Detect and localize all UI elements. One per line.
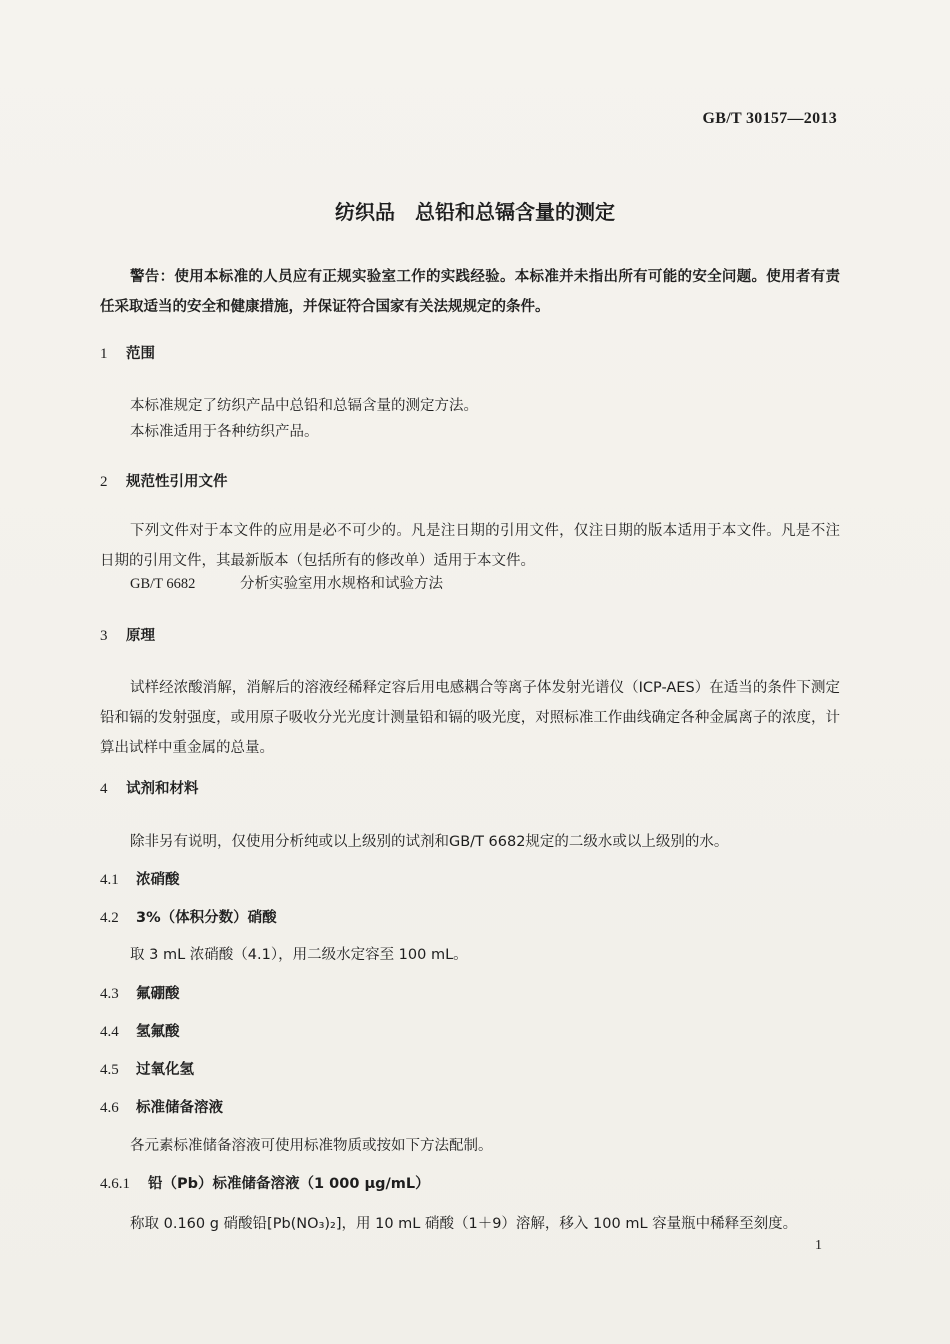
section-heading bbox=[100, 624, 155, 645]
section-heading bbox=[100, 342, 155, 363]
subsection-number: 4.2 bbox=[100, 910, 119, 926]
section-number: 1 bbox=[100, 346, 108, 362]
subsection-number: 4.6 bbox=[100, 1100, 119, 1116]
subsection-number: 4.5 bbox=[100, 1062, 119, 1078]
subsection-number: 4.4 bbox=[100, 1024, 119, 1040]
subsection-number: 4.1 bbox=[100, 872, 119, 888]
section-number: 3 bbox=[100, 628, 108, 644]
subsection-title: 氢氟酸 bbox=[136, 1024, 180, 1040]
subsection-title: 浓硝酸 bbox=[136, 872, 180, 888]
subsection-number: 4.3 bbox=[100, 986, 119, 1002]
page-number: 1 bbox=[815, 1238, 822, 1253]
subsection-title: 过氧化氢 bbox=[136, 1062, 194, 1078]
section-title: 规范性引用文件 bbox=[126, 474, 228, 490]
subsection-title: 标准储备溶液 bbox=[136, 1100, 223, 1116]
subsection-heading bbox=[100, 906, 277, 927]
standard-code: GB/T 30157—2013 bbox=[702, 110, 837, 127]
normative-reference bbox=[130, 572, 443, 593]
subsection-heading bbox=[100, 982, 180, 1003]
section-title: 原理 bbox=[126, 628, 155, 644]
body-line: 本标准适用于各种纺织产品。 bbox=[130, 424, 319, 440]
section-title: 范围 bbox=[126, 346, 155, 362]
subsection-heading bbox=[100, 1020, 180, 1041]
subsection-title: 3%（体积分数）硝酸 bbox=[136, 910, 277, 926]
subsection-title: 铅（Pb）标准储备溶液（1 000 μg/mL） bbox=[148, 1176, 430, 1192]
body-paragraph: 试样经浓酸消解，消解后的溶液经稀释定容后用电感耦合等离子体发射光谱仪（ICP-AES）在适当的条件下测定铅和镉的发射强度，或用原子吸收分光光度计测量铅和镉的吸光度，对照标准工作曲线确定各种金属离子的浓度，计算出试样中重金属的总量。 bbox=[100, 680, 840, 756]
body-paragraph: 下列文件对于本文件的应用是必不可少的。凡是注日期的引用文件，仅注日期的版本适用于本文件。凡是不注日期的引用文件，其最新版本（包括所有的修改单）适用于本文件。 bbox=[100, 523, 840, 569]
reference-code: GB/T 6682 bbox=[130, 576, 196, 592]
subsection-number: 4.6.1 bbox=[100, 1176, 130, 1192]
section-heading bbox=[100, 470, 228, 491]
warning-paragraph: 警告：使用本标准的人员应有正规实验室工作的实践经验。本标准并未指出所有可能的安全问题。使用者有责任采取适当的安全和健康措施，并保证符合国家有关法规规定的条件。 bbox=[100, 269, 840, 315]
subsection-title: 氟硼酸 bbox=[136, 986, 180, 1002]
subsection-heading bbox=[100, 1058, 194, 1079]
body-line: 除非另有说明，仅使用分析纯或以上级别的试剂和GB/T 6682规定的二级水或以上级别的水。 bbox=[130, 834, 729, 850]
subsection-heading bbox=[100, 1096, 223, 1117]
body-line: 取 3 mL 浓硝酸（4.1），用二级水定容至 100 mL。 bbox=[130, 947, 468, 963]
section-heading bbox=[100, 777, 199, 798]
subsection-heading bbox=[100, 868, 180, 889]
section-title: 试剂和材料 bbox=[126, 781, 199, 797]
document-title: 纺织品 总铅和总镉含量的测定 bbox=[335, 200, 615, 224]
section-number: 2 bbox=[100, 474, 108, 490]
reference-title: 分析实验室用水规格和试验方法 bbox=[240, 576, 443, 592]
body-line: 本标准规定了纺织产品中总铅和总镉含量的测定方法。 bbox=[130, 398, 478, 414]
section-number: 4 bbox=[100, 781, 108, 797]
subsection-heading bbox=[100, 1172, 430, 1193]
body-line: 称取 0.160 g 硝酸铅[Pb(NO₃)₂]，用 10 mL 硝酸（1＋9）溶解，移入 100 mL 容量瓶中稀释至刻度。 bbox=[130, 1216, 798, 1232]
body-line: 各元素标准储备溶液可使用标准物质或按如下方法配制。 bbox=[130, 1138, 493, 1154]
